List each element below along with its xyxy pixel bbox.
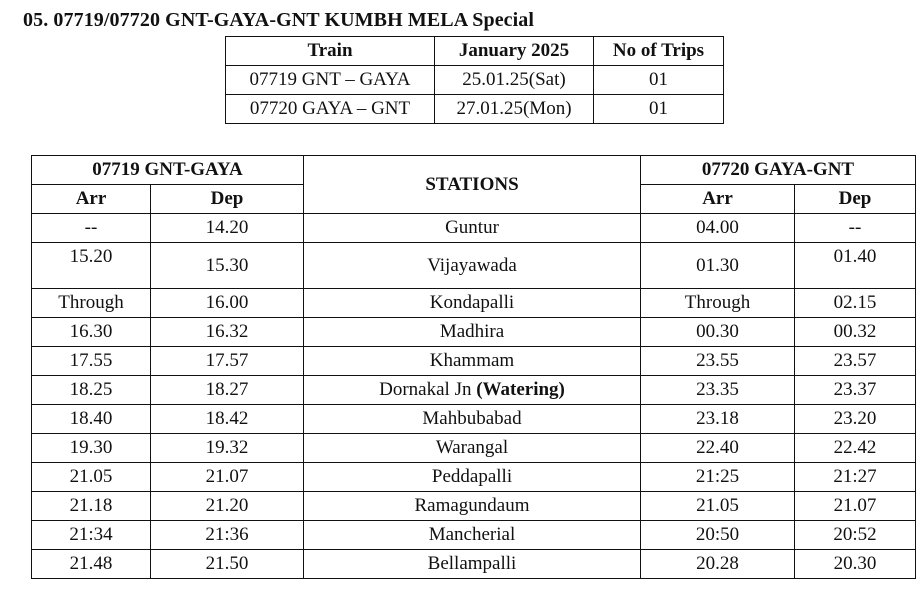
summary-trips: 01 <box>594 95 724 124</box>
dep-time-up: 16.32 <box>151 318 304 347</box>
summary-train: 07720 GAYA – GNT <box>226 95 435 124</box>
watering-note: (Watering) <box>476 379 565 400</box>
dep-time-down: 22.42 <box>795 434 916 463</box>
right-train-header: 07720 GAYA-GNT <box>641 156 916 185</box>
dep-time-up: 18.27 <box>151 376 304 405</box>
summary-header-row <box>226 37 724 66</box>
arr-time-down: 23.35 <box>641 376 795 405</box>
dep-time-down: 00.32 <box>795 318 916 347</box>
dep-time-up: 18.42 <box>151 405 304 434</box>
dep-time-down: 23.57 <box>795 347 916 376</box>
dep-time-up: 17.57 <box>151 347 304 376</box>
summary-row <box>226 66 724 95</box>
stations-header: STATIONS <box>304 156 641 214</box>
dep-time-down: -- <box>795 214 916 243</box>
schedule-row <box>32 492 916 521</box>
schedule-row <box>32 318 916 347</box>
arr-time-up: 21:34 <box>32 521 151 550</box>
station-name: Vijayawada <box>304 243 641 289</box>
dep-time-up: 21:36 <box>151 521 304 550</box>
arr-time-down: Through <box>641 289 795 318</box>
schedule-table <box>31 155 916 579</box>
station-name: Bellampalli <box>304 550 641 579</box>
summary-date: 27.01.25(Mon) <box>435 95 594 124</box>
arr-time-down: 20:50 <box>641 521 795 550</box>
trips-summary-table <box>225 36 724 124</box>
dep-time-down: 23.37 <box>795 376 916 405</box>
summary-header-train: Train <box>226 37 435 66</box>
arr-time-up: 18.40 <box>32 405 151 434</box>
left-dep-header: Dep <box>151 185 304 214</box>
station-name-text: Dornakal Jn <box>379 379 472 400</box>
station-name: Guntur <box>304 214 641 243</box>
arr-time-down: 23.55 <box>641 347 795 376</box>
summary-train: 07719 GNT – GAYA <box>226 66 435 95</box>
left-arr-header: Arr <box>32 185 151 214</box>
schedule-row <box>32 347 916 376</box>
dep-time-down: 02.15 <box>795 289 916 318</box>
dep-time-up: 14.20 <box>151 214 304 243</box>
right-dep-header: Dep <box>795 185 916 214</box>
arr-time-down: 00.30 <box>641 318 795 347</box>
arr-time-down: 01.30 <box>641 243 795 289</box>
dep-time-down: 21:27 <box>795 463 916 492</box>
arr-time-down: 22.40 <box>641 434 795 463</box>
station-name: Peddapalli <box>304 463 641 492</box>
station-name: Kondapalli <box>304 289 641 318</box>
arr-time-up: 17.55 <box>32 347 151 376</box>
schedule-row <box>32 405 916 434</box>
arr-time-down: 20.28 <box>641 550 795 579</box>
dep-time-up: 21.20 <box>151 492 304 521</box>
station-name: Mahbubabad <box>304 405 641 434</box>
dep-time-up: 15.30 <box>151 243 304 289</box>
dep-time-down: 21.07 <box>795 492 916 521</box>
arr-time-up: 21.18 <box>32 492 151 521</box>
arr-time-down: 21:25 <box>641 463 795 492</box>
summary-header-month: January 2025 <box>435 37 594 66</box>
schedule-row <box>32 434 916 463</box>
left-train-header: 07719 GNT-GAYA <box>32 156 304 185</box>
dep-time-down: 20.30 <box>795 550 916 579</box>
station-name: Warangal <box>304 434 641 463</box>
dep-time-down: 23.20 <box>795 405 916 434</box>
summary-row <box>226 95 724 124</box>
arr-time-down: 23.18 <box>641 405 795 434</box>
arr-time-up: 21.05 <box>32 463 151 492</box>
station-name <box>304 376 641 405</box>
schedule-row <box>32 243 916 289</box>
schedule-row <box>32 376 916 405</box>
arr-time-up: Through <box>32 289 151 318</box>
arr-time-up: 19.30 <box>32 434 151 463</box>
arr-time-up: -- <box>32 214 151 243</box>
schedule-header-row <box>32 156 916 185</box>
station-name: Ramagundaum <box>304 492 641 521</box>
summary-header-trips: No of Trips <box>594 37 724 66</box>
dep-time-down: 01.40 <box>795 243 916 289</box>
dep-time-up: 21.50 <box>151 550 304 579</box>
arr-time-up: 15.20 <box>32 243 151 289</box>
dep-time-up: 16.00 <box>151 289 304 318</box>
schedule-row <box>32 521 916 550</box>
station-name: Mancherial <box>304 521 641 550</box>
station-name: Khammam <box>304 347 641 376</box>
schedule-row <box>32 463 916 492</box>
arr-time-up: 21.48 <box>32 550 151 579</box>
arr-time-down: 21.05 <box>641 492 795 521</box>
arr-time-up: 16.30 <box>32 318 151 347</box>
arr-time-up: 18.25 <box>32 376 151 405</box>
station-name: Madhira <box>304 318 641 347</box>
page-title: 05. 07719/07720 GNT-GAYA-GNT KUMBH MELA Special <box>23 9 535 31</box>
arr-time-down: 04.00 <box>641 214 795 243</box>
dep-time-up: 21.07 <box>151 463 304 492</box>
summary-trips: 01 <box>594 66 724 95</box>
dep-time-down: 20:52 <box>795 521 916 550</box>
schedule-row <box>32 289 916 318</box>
right-arr-header: Arr <box>641 185 795 214</box>
schedule-row <box>32 550 916 579</box>
dep-time-up: 19.32 <box>151 434 304 463</box>
schedule-row <box>32 214 916 243</box>
summary-date: 25.01.25(Sat) <box>435 66 594 95</box>
